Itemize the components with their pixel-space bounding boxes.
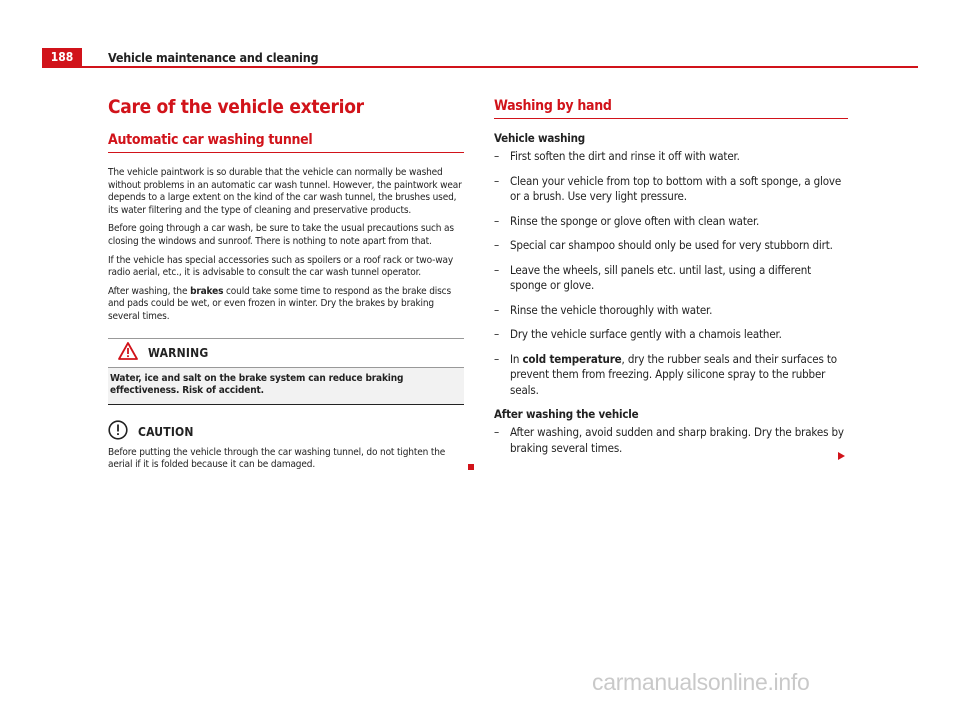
paragraph-precautions: Before going through a car wash, be sure to take the usual precautions such as closing the windows and sunroof. There is nothing to note apart from that. — [108, 223, 454, 247]
list-item — [494, 174, 850, 205]
step-text: After washing, avoid sudden and sharp braking. Dry the brakes by braking several times. — [510, 425, 844, 455]
step-text: Leave the wheels, sill panels etc. until last, using a different sponge or glove. — [510, 262, 812, 292]
step-text: Rinse the sponge or glove often with clean water. — [510, 213, 760, 228]
header-rule — [42, 66, 918, 68]
warning-title: WARNING — [148, 345, 209, 360]
warning-box — [108, 338, 464, 405]
left-column — [108, 96, 464, 472]
dash-bullet: – — [494, 425, 500, 439]
dash-bullet: – — [494, 262, 500, 277]
caution-header — [108, 419, 464, 445]
washing-steps-list — [494, 149, 850, 398]
list-item — [494, 327, 850, 343]
caution-circle-icon — [108, 420, 128, 444]
brakes-text-before: After washing, the — [108, 285, 191, 297]
continue-arrow-icon — [838, 452, 845, 460]
after-washing-list — [494, 425, 850, 456]
end-of-section-icon — [468, 464, 474, 470]
car-wash-tunnel-heading: Automatic car washing tunnel — [108, 132, 464, 153]
watermark: carmanualsonline.info — [592, 669, 810, 695]
step-text: Dry the vehicle surface gently with a chamois leather. — [510, 327, 782, 341]
washing-by-hand-heading: Washing by hand — [494, 98, 848, 119]
dash-bullet: – — [494, 327, 500, 341]
paragraph-accessories: If the vehicle has special accessories such as spoilers or a roof rack or two-way radio aerial, etc., it is advisable to consult the car wash tunnel operator. — [108, 254, 454, 279]
after-washing-title: After washing the vehicle — [494, 407, 639, 421]
step-text: Clean your vehicle from top to bottom with a soft sponge, a glove or a brush. Use very light pressure. — [510, 173, 842, 203]
list-item — [494, 149, 850, 165]
dash-bullet: – — [494, 149, 500, 163]
caution-text-block — [108, 447, 464, 472]
dash-bullet: – — [494, 213, 500, 228]
dash-bullet: – — [494, 173, 500, 188]
page-number: 188 — [42, 48, 82, 67]
list-item — [494, 425, 850, 456]
caution-text: Before putting the vehicle through the car washing tunnel, do not tighten the aerial if it is folded because it can be damaged. — [108, 446, 446, 471]
step-text: Special car shampoo should only be used for very stubborn dirt. — [510, 238, 833, 252]
step-text: First soften the dirt and rinse it off with water. — [510, 149, 740, 163]
brakes-text-bold: brakes — [190, 285, 224, 297]
cold-text-after: , dry the rubber seals and their surfaces to prevent them from freezing. Apply silicone spray to the rubber seals. — [510, 351, 837, 397]
dash-bullet: – — [494, 238, 500, 252]
paragraph-brakes — [108, 286, 464, 324]
dash-bullet: – — [494, 302, 500, 317]
cold-text-bold: cold temperature — [522, 351, 622, 366]
list-item — [494, 214, 850, 230]
list-item — [494, 352, 850, 399]
list-item — [494, 303, 850, 319]
warning-triangle-icon — [118, 342, 138, 364]
list-item — [494, 263, 850, 294]
caution-title: CAUTION — [138, 424, 194, 439]
list-item — [494, 238, 850, 254]
vehicle-washing-title: Vehicle washing — [494, 131, 585, 145]
cold-text-before: In — [510, 351, 523, 366]
paragraph-paintwork: The vehicle paintwork is so durable that the vehicle can normally be washed without problems in an automatic car wash tunnel. However, the paintwork wear depends to a large extent on the kind of the car wash tunnel, the brushes used, its water filtering and the type of cleaning and preservative products. — [108, 167, 462, 216]
step-text: Rinse the vehicle thoroughly with water. — [510, 302, 713, 317]
section-title: Vehicle maintenance and cleaning — [108, 50, 319, 65]
warning-header — [108, 339, 464, 368]
warning-text: Water, ice and salt on the brake system can reduce braking effectiveness. Risk of accident. — [110, 372, 404, 397]
right-column — [494, 98, 850, 465]
dash-bullet: – — [494, 351, 500, 366]
page-title: Care of the vehicle exterior — [108, 96, 364, 118]
brakes-text-after: could take some time to respond as the brake discs and pads could be wet, or even frozen in winter. Dry the brakes by braking several times. — [108, 285, 451, 322]
